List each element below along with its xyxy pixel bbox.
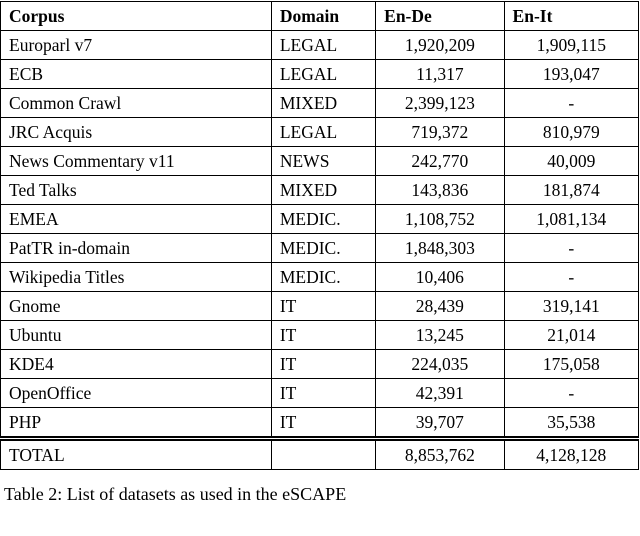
cell-en-de: 143,836: [376, 176, 504, 205]
header-en-de: En-De: [376, 2, 504, 31]
header-corpus: Corpus: [1, 2, 272, 31]
cell-domain: LEGAL: [271, 31, 375, 60]
table-row: [1, 176, 639, 205]
table-row: [1, 31, 639, 60]
header-domain: Domain: [271, 2, 375, 31]
cell-domain: NEWS: [271, 147, 375, 176]
table-row: [1, 205, 639, 234]
cell-en-de: 28,439: [376, 292, 504, 321]
table-row: [1, 60, 639, 89]
cell-corpus: JRC Acquis: [1, 118, 272, 147]
cell-domain: IT: [271, 379, 375, 408]
cell-en-de: 1,108,752: [376, 205, 504, 234]
cell-en-it: 35,538: [504, 408, 638, 439]
header-row: [1, 2, 639, 31]
cell-total-en-de: 8,853,762: [376, 439, 504, 470]
cell-domain: MEDIC.: [271, 263, 375, 292]
cell-en-it: 319,141: [504, 292, 638, 321]
cell-en-de: 224,035: [376, 350, 504, 379]
cell-corpus: KDE4: [1, 350, 272, 379]
cell-en-de: 2,399,123: [376, 89, 504, 118]
table-caption: Table 2: List of datasets as used in the eSCAPE: [4, 484, 347, 504]
table-row: [1, 118, 639, 147]
cell-corpus: ECB: [1, 60, 272, 89]
cell-en-it: 1,081,134: [504, 205, 638, 234]
cell-corpus: Ted Talks: [1, 176, 272, 205]
header-en-it: En-It: [504, 2, 638, 31]
cell-domain: LEGAL: [271, 60, 375, 89]
cell-en-de: 242,770: [376, 147, 504, 176]
cell-corpus: News Commentary v11: [1, 147, 272, 176]
cell-total-label: TOTAL: [1, 439, 272, 470]
cell-corpus: Common Crawl: [1, 89, 272, 118]
cell-total-en-it: 4,128,128: [504, 439, 638, 470]
cell-en-de: 1,920,209: [376, 31, 504, 60]
cell-en-de: 42,391: [376, 379, 504, 408]
cell-corpus: Gnome: [1, 292, 272, 321]
table-row: [1, 408, 639, 439]
table-row: [1, 321, 639, 350]
table-row: [1, 292, 639, 321]
cell-corpus: Europarl v7: [1, 31, 272, 60]
cell-en-it: 193,047: [504, 60, 638, 89]
table-row: [1, 350, 639, 379]
table-row: [1, 379, 639, 408]
cell-en-it: -: [504, 263, 638, 292]
cell-corpus: OpenOffice: [1, 379, 272, 408]
datasets-table: [0, 1, 639, 470]
cell-en-de: 1,848,303: [376, 234, 504, 263]
cell-corpus: PHP: [1, 408, 272, 439]
cell-domain: IT: [271, 350, 375, 379]
cell-en-de: 13,245: [376, 321, 504, 350]
table-row: [1, 263, 639, 292]
cell-domain: IT: [271, 321, 375, 350]
cell-corpus: Wikipedia Titles: [1, 263, 272, 292]
cell-en-it: -: [504, 89, 638, 118]
cell-en-it: 181,874: [504, 176, 638, 205]
cell-domain: IT: [271, 408, 375, 439]
cell-en-de: 39,707: [376, 408, 504, 439]
cell-domain: MIXED: [271, 176, 375, 205]
cell-corpus: PatTR in-domain: [1, 234, 272, 263]
cell-en-it: 21,014: [504, 321, 638, 350]
cell-domain: LEGAL: [271, 118, 375, 147]
cell-corpus: Ubuntu: [1, 321, 272, 350]
cell-domain: MIXED: [271, 89, 375, 118]
cell-corpus: EMEA: [1, 205, 272, 234]
table-row: [1, 147, 639, 176]
cell-domain: MEDIC.: [271, 234, 375, 263]
cell-en-it: 1,909,115: [504, 31, 638, 60]
table-row: [1, 234, 639, 263]
cell-en-de: 10,406: [376, 263, 504, 292]
table-row: [1, 89, 639, 118]
cell-domain: IT: [271, 292, 375, 321]
cell-en-it: -: [504, 234, 638, 263]
cell-en-it: -: [504, 379, 638, 408]
cell-en-it: 40,009: [504, 147, 638, 176]
cell-en-de: 719,372: [376, 118, 504, 147]
cell-en-it: 810,979: [504, 118, 638, 147]
total-row: [1, 439, 639, 470]
cell-total-domain: [271, 439, 375, 470]
cell-en-de: 11,317: [376, 60, 504, 89]
cell-en-it: 175,058: [504, 350, 638, 379]
cell-domain: MEDIC.: [271, 205, 375, 234]
